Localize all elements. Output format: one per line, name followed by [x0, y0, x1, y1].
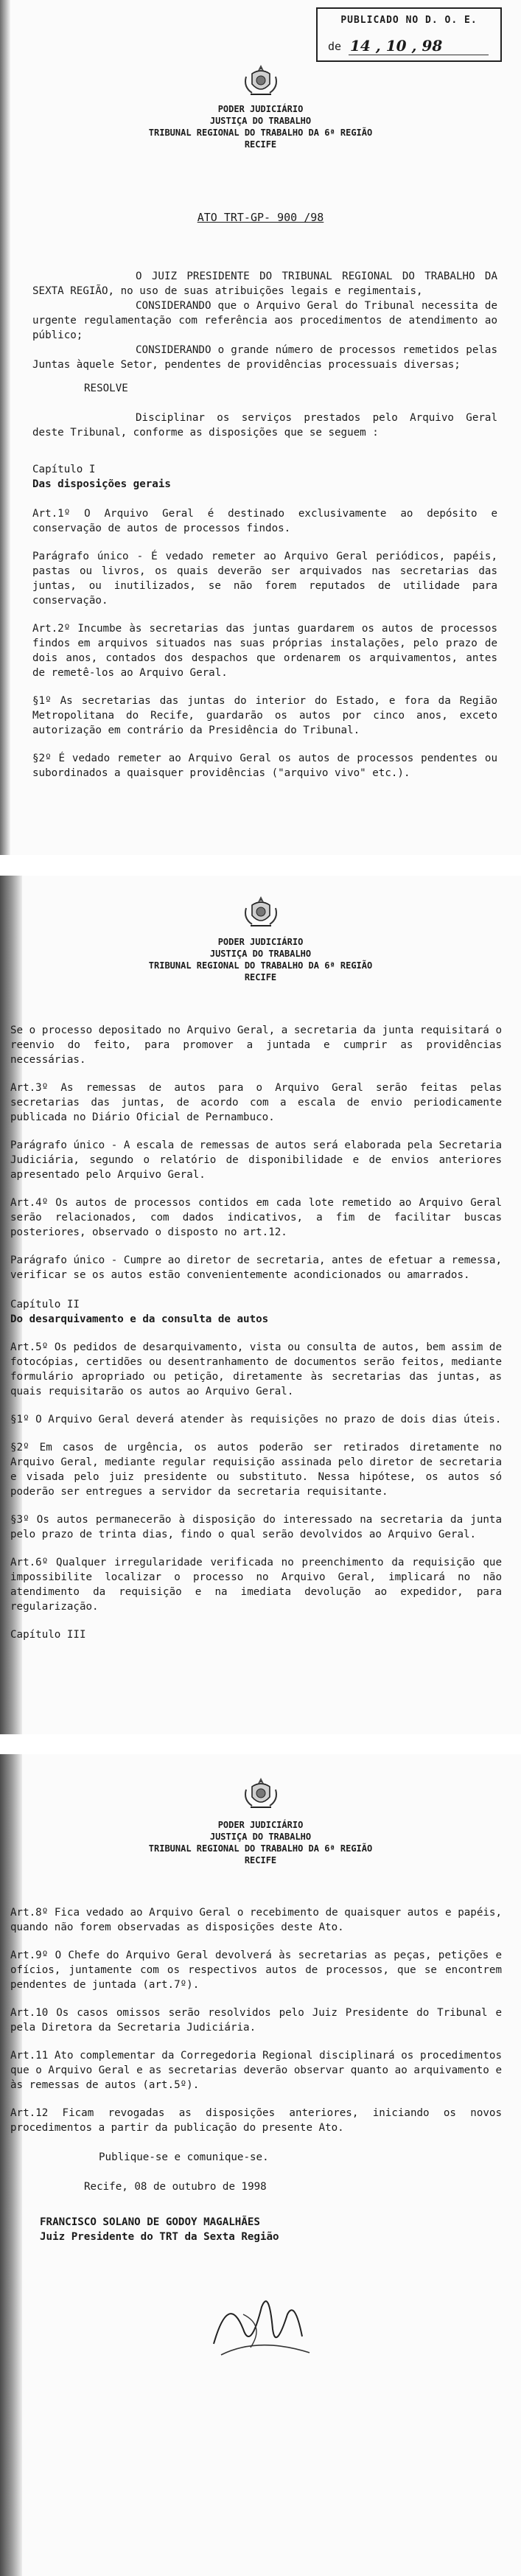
article-5: Art.5º Os pedidos de desarquivamento, vista ou consulta de autos, bem assim de fotocópias, certidões ou desentranhamento de documentos serão feitos, mediante formulário apropriado ou petição, diretamente às secretarias das juntas, as quais requisitarão os autos ao Arquivo Geral.	[10, 1341, 502, 1397]
letterhead: PODER JUDICIÁRIO JUSTIÇA DO TRABALHO TRIBUNAL REGIONAL DO TRABALHO DA 6ª REGIÃO RECIFE	[148, 937, 373, 982]
stamp-title: PUBLICADO NO D. O. E.	[340, 15, 478, 26]
publication-stamp	[316, 7, 502, 62]
coat-of-arms-icon	[242, 1773, 280, 1813]
document-page-1	[0, 0, 521, 855]
considerando-2: CONSIDERANDO o grande número de processos remetidos pelas Juntas àquele Setor, pendentes de providências processuais diversas;	[32, 344, 497, 371]
stamp-date-label: de	[328, 40, 342, 53]
article-10: Art.10 Os casos omissos serão resolvidos pelo Juiz Presidente do Tribunal e pela Diretora da Secretaria Judiciária.	[10, 2007, 502, 2034]
page-gap	[0, 855, 521, 876]
article-6: Art.6º Qualquer irregularidade verificada no preenchimento da requisição que impossibilite localizar o processo no Arquivo Geral, implicará no não atendimento da requisição e na imediata devolução ao expedidor, para regularização.	[10, 1557, 502, 1613]
signer-role: Juiz Presidente do TRT da Sexta Região	[40, 2231, 279, 2243]
considerando-1: CONSIDERANDO que o Arquivo Geral do Tribunal necessita de urgente regulamentação com referência aos procedimentos de atendimento ao público;	[32, 300, 497, 341]
page-1-body	[0, 269, 521, 781]
chapter-2-title: Capítulo II	[10, 1299, 80, 1310]
paragraph-1-art5: §1º O Arquivo Geral deverá atender às requisições no prazo de dois dias úteis.	[10, 1414, 502, 1425]
stamp-date-value: 14 , 10 , 98	[350, 37, 443, 55]
page-gap	[0, 1734, 521, 1754]
chapter-2-subtitle: Do desarquivamento e da consulta de autos	[10, 1313, 269, 1325]
article-8: Art.8º Fica vedado ao Arquivo Geral o recebimento de quaisquer autos e papéis, quando não forem observadas as disposições deste Ato.	[10, 1907, 502, 1933]
article-1: Art.1º O Arquivo Geral é destinado exclusivamente ao depósito e conservação de autos de processos findos.	[32, 508, 497, 534]
article-3: Art.3º As remessas de autos para o Arquivo Geral serão feitas pelas secretarias das juntas, de acordo com a escala de envio periodicamente publicada no Diário Oficial de Pernambuco.	[10, 1082, 502, 1123]
disciplinar-paragraph: Disciplinar os serviços prestados pelo Arquivo Geral deste Tribunal, conforme as disposições que se seguem :	[32, 412, 497, 439]
paragraph-unico-1: Parágrafo único - É vedado remeter ao Arquivo Geral periódicos, papéis, pastas ou livros, os quais deverão ser arquivados nas secretarias das juntas, ou inutilizados, se não forem reputados de utilidade para conservação.	[32, 551, 497, 607]
letterhead: PODER JUDICIÁRIO JUSTIÇA DO TRABALHO TRIBUNAL REGIONAL DO TRABALHO DA 6ª REGIÃO RECIFE	[148, 104, 373, 150]
chapter-1-title: Capítulo I	[32, 464, 96, 475]
coat-of-arms-icon	[242, 60, 280, 100]
paragraph-1: §1º As secretarias das juntas do interior do Estado, e fora da Região Metropolitana do Recife, guardarão os autos por cinco anos, exceto autorização em contrário da Presidência do Tribunal.	[32, 695, 497, 736]
paragraph-2: §2º É vedado remeter ao Arquivo Geral os autos de processos pendentes ou subordinados a quaisquer providências ("arquivo vivo" etc.).	[32, 753, 497, 779]
ato-title: ATO TRT-GP- 900 /98	[197, 211, 324, 224]
intro-paragraph: O JUIZ PRESIDENTE DO TRIBUNAL REGIONAL DO TRABALHO DA SEXTA REGIÃO, no uso de suas atribuições legais e regimentais,	[32, 270, 497, 297]
article-2: Art.2º Incumbe às secretarias das juntas guardarem os autos de processos findos em arquivos situados nas suas próprias instalações, pelo prazo de dois anos, contados dos despachos que ordenarem os arquivamentos, antes de remetê-los ao Arquivo Geral.	[32, 623, 497, 679]
paragraph-3-art5: §3º Os autos permanecerão à disposição do interessado na secretaria da junta pelo prazo de trinta dias, findo o qual serão devolvidos ao Arquivo Geral.	[10, 1514, 502, 1540]
article-9: Art.9º O Chefe do Arquivo Geral devolverá às secretarias as peças, petições e ofícios, juntamente com os respectivos autos de processos, que se encontrem pendentes de juntada (art.7º).	[10, 1950, 502, 1991]
article-12: Art.12 Ficam revogadas as disposições anteriores, iniciando os novos procedimentos a partir da publicação do presente Ato.	[10, 2107, 502, 2134]
publique-line: Publique-se e comunique-se.	[99, 2151, 269, 2163]
page-2-body	[0, 1023, 521, 1642]
chapter-3-title: Capítulo III	[10, 1629, 86, 1641]
signature-icon	[199, 2285, 317, 2366]
page-3-body	[0, 1905, 521, 2244]
article-4: Art.4º Os autos de processos contidos em cada lote remetido ao Arquivo Geral serão relacionados, com dados indicativos, a fim de facilitar buscas posteriores, observado o disposto no art.12.	[10, 1197, 502, 1238]
paragraph-2-art5: §2º Em casos de urgência, os autos poderão ser retirados diretamente no Arquivo Geral, mediante regular requisição assinada pelo diretor de secretaria e visada pelo juiz presidente ou substituto. Nessa hipótese, os autos só poderão ser entregues a servidor da secretaria requisitante.	[10, 1442, 502, 1498]
place-date: Recife, 08 de outubro de 1998	[84, 2181, 267, 2193]
signer-name: FRANCISCO SOLANO DE GODOY MAGALHÃES	[40, 2216, 260, 2228]
resolve-heading: RESOLVE	[84, 383, 128, 394]
paragraph-unico-3: Parágrafo único - A escala de remessas de autos será elaborada pela Secretaria Judiciária, segundo o relatório de disponibilidade e de envios anteriores apresentado pelo Arquivo Geral.	[10, 1139, 502, 1181]
paragraph-3: Se o processo depositado no Arquivo Geral, a secretaria da junta requisitará o reenvio do feito, para promover a juntada e cumprir as providências necessárias.	[10, 1025, 502, 1066]
document-page-3	[0, 1754, 521, 2576]
letterhead: PODER JUDICIÁRIO JUSTIÇA DO TRABALHO TRIBUNAL REGIONAL DO TRABALHO DA 6ª REGIÃO RECIFE	[148, 1820, 373, 1865]
paragraph-unico-4: Parágrafo único - Cumpre ao diretor de secretaria, antes de efetuar a remessa, verificar se os autos estão convenientemente acondicionados ou amarrados.	[10, 1254, 502, 1281]
coat-of-arms-icon	[242, 892, 280, 932]
article-11: Art.11 Ato complementar da Corregedoria Regional disciplinará os procedimentos que o Arquivo Geral e as secretarias deverão observar quanto ao arquivamento e às remessas de autos (art.5º).	[10, 2050, 502, 2091]
document-page-2	[0, 876, 521, 1734]
chapter-1-subtitle: Das disposições gerais	[32, 478, 171, 490]
